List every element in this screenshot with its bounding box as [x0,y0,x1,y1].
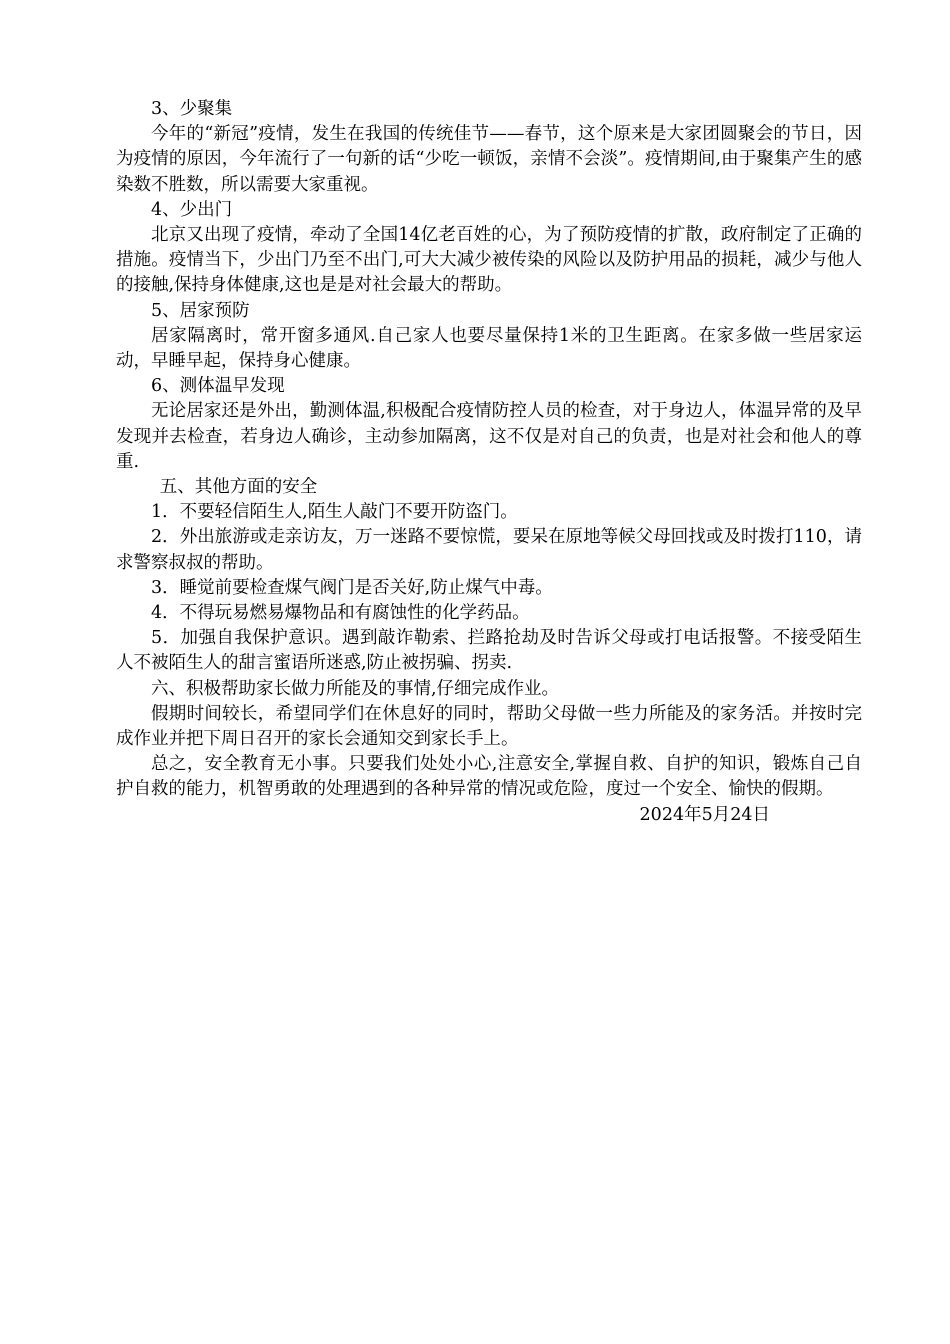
paragraph-temperature: 无论居家还是外出，勤测体温,积极配合疫情防控人员的检查，对于身边人，体温异常的及早发现并去检查，若身边人确诊，主动参加隔离，这不仅是对自己的负责，也是对社会和他人的尊重. [116,401,862,472]
section-heading-temperature: 6、测体温早发现 [151,376,285,397]
paragraph-conclusion: 总之，安全教育无小事。只要我们处处小心,注意安全,掌握自救、自护的知识，锻炼自己自护自救的能力，机智勇敢的处理遇到的各种异常的情况或危险，度过一个安全、愉快的假期。 [116,754,862,800]
document-body [116,97,862,828]
list-item-hazardous: 4．不得玩易燃易爆物品和有腐蚀性的化学药品。 [151,603,530,624]
list-item-gas: 3．睡觉前要检查煤气阀门是否关好,防止煤气中毒。 [151,577,553,598]
document-date: 2024年5月24日 [639,804,770,825]
section-heading-reduce-gathering: 3、少聚集 [151,99,233,119]
paragraph-home-prevention: 居家隔离时，常开窗多通风.自己家人也要尽量保持1米的卫生距离。在家多做一些居家运动，早睡早起，保持身心健康。 [116,325,862,372]
section-heading-home-prevention: 5、居家预防 [151,300,250,321]
list-item-self-protection: 5．加强自我保护意识。遇到敲诈勒索、拦路抢劫及时告诉父母或打电话报警。不接受陌生人不被陌生人的甜言蜜语所迷惑,防止被拐骗、拐卖. [116,628,862,674]
section-heading-other-safety: 五、其他方面的安全 [159,477,318,498]
paragraph-stay-home: 北京又出现了疫情，牵动了全国14亿老百姓的心，为了预防疫情的扩散，政府制定了正确的措施。疫情当下，少出门乃至不出门,可大大减少被传染的风险以及防护用品的损耗，减少与他人的接触,保持身体健康,这也是是对社会最大的帮助。 [116,225,862,296]
paragraph-help-parents: 假期时间较长，希望同学们在休息好的同时，帮助父母做一些力所能及的家务活。并按时完成作业并把下周日召开的家长会通知交到家长手上。 [116,703,862,750]
paragraph-reduce-gathering: 今年的“新冠”疫情，发生在我国的传统佳节——春节，这个原来是大家团圆聚会的节日，因为疫情的原因，今年流行了一句新的话“少吃一顿饭，亲情不会淡”。疫情期间,由于聚集产生的感染数不胜数，所以需要大家重视。 [116,124,862,195]
section-heading-help-parents: 六、积极帮助家长做力所能及的事情,仔细完成作业。 [151,678,560,699]
section-heading-stay-home: 4、少出门 [151,199,233,220]
list-item-lost: 2．外出旅游或走亲访友，万一迷路不要惊慌，要呆在原地等候父母回找或及时拨打110，请求警察叔叔的帮助。 [116,527,862,573]
list-item-strangers: 1．不要轻信陌生人,陌生人敲门不要开防盗门。 [151,502,518,523]
